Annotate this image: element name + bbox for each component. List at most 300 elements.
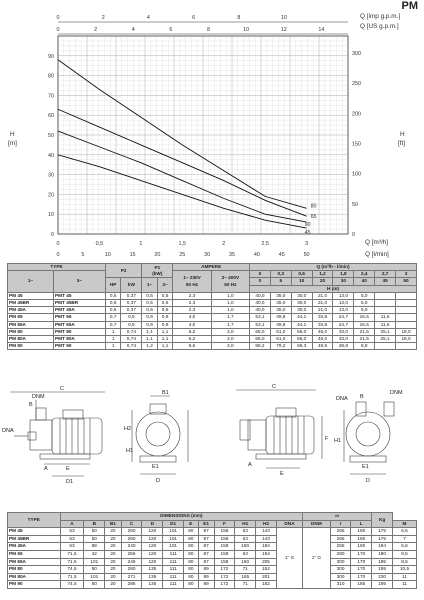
perf-value-cell: 13,0 — [333, 292, 354, 299]
perf-model-cell: PMT 80A — [54, 336, 106, 343]
dims-col-header: E — [184, 520, 199, 528]
x-tick-lpm: 50 — [303, 252, 310, 258]
perf-model-cell: PM 45BR — [8, 300, 54, 307]
dims-value-cell: 101 — [84, 573, 105, 581]
brand-label: PM — [401, 0, 418, 12]
perf-value-cell: 8,8 — [354, 343, 375, 350]
drawing-side-view-a — [236, 390, 322, 468]
dim-label-e-1: E — [66, 466, 70, 472]
dims-value-cell: 7 — [393, 535, 417, 543]
dims-dim-header: DIMENSIONS (mm) — [60, 513, 303, 521]
dimension-drawings — [0, 380, 424, 510]
perf-value-cell: 13,0 — [333, 307, 354, 314]
x-tick-lpm: 5 — [81, 252, 85, 258]
dims-value-cell: 80 — [184, 528, 199, 536]
dims-value-cell: 111 — [163, 550, 184, 558]
dims-value-cell: 230 — [372, 573, 393, 581]
dims-value-cell: 71,5 — [60, 558, 84, 566]
perf-value-cell: 21,5 — [354, 328, 375, 335]
dims-value-cell: 172 — [214, 566, 235, 574]
dims-value-cell: 205 — [256, 558, 277, 566]
perf-value-cell: 1 — [105, 343, 121, 350]
perf-value-cell: 53,1 — [250, 321, 271, 328]
perf-value-cell: 56,0 — [291, 328, 312, 335]
perf-model-cell: PM 45A — [8, 307, 54, 314]
perf-value-cell: 2,0 — [211, 336, 249, 343]
perf-value-cell: 11,6 — [375, 321, 396, 328]
x-tick-imp: 10 — [281, 15, 288, 21]
y-tick-ft: 150 — [352, 141, 361, 148]
perf-value-cell: 48,8 — [270, 314, 291, 321]
dims-col-header: H1 — [235, 520, 256, 528]
x-tick-lpm: 45 — [278, 252, 285, 258]
perf-value-cell — [396, 321, 417, 328]
dim-label-dna-1: DNA — [2, 428, 14, 434]
perf-row — [8, 314, 417, 321]
dims-value-cell: 152 — [256, 566, 277, 574]
x-tick-lpm: 20 — [154, 252, 161, 258]
perf-value-cell: 28,8 — [333, 343, 354, 350]
x-tick-imp: 4 — [146, 15, 150, 21]
perf-value-cell: 18,0 — [396, 328, 417, 335]
dim-label-d-4: D — [366, 478, 370, 484]
dims-value-cell: 271 — [121, 573, 142, 581]
dims-value-cell: 154 — [256, 550, 277, 558]
perf-value-cell: 45,0 — [312, 328, 333, 335]
dims-value-cell: 172 — [214, 581, 235, 589]
dims-value-cell: 143 — [256, 535, 277, 543]
perf-amp1-header: 1~ 230V 50 Hz — [173, 271, 211, 293]
perf-model-cell: PMT 65 — [54, 314, 106, 321]
y-tick-m: 0 — [51, 232, 54, 238]
x-tick-lpm: 40 — [253, 252, 260, 258]
dims-col-header: H2 — [256, 520, 277, 528]
dims-model-cell: PM 90 — [8, 581, 61, 589]
perf-value-cell: 4,0 — [173, 321, 211, 328]
perf-q-header: Q (m³/h - l/min) — [250, 264, 417, 271]
dims-value-cell: 265 — [330, 528, 351, 536]
dims-value-cell: 6,5 — [393, 528, 417, 536]
perf-value-cell: 56,0 — [291, 336, 312, 343]
dims-value-cell: 20 — [105, 535, 121, 543]
perf-model-cell: PMT 45A — [54, 307, 106, 314]
perf-value-cell: 1,2 — [142, 343, 158, 350]
perf-value-cell: 2,3 — [173, 307, 211, 314]
perf-row — [8, 343, 417, 350]
dims-value-cell: 101 — [163, 535, 184, 543]
perf-value-cell: 40,0 — [250, 292, 271, 299]
perf-value-cell: 2,3 — [173, 300, 211, 307]
y-tick-ft: 50 — [352, 201, 358, 208]
dims-col-header: F — [214, 520, 235, 528]
perf-value-cell: 5,0 — [354, 292, 375, 299]
perf-row — [8, 292, 417, 299]
perf-row — [8, 307, 417, 314]
dim-label-a-3: A — [248, 462, 252, 468]
pump-curve-chart — [0, 6, 424, 260]
dims-col-header: D — [142, 520, 163, 528]
perf-row — [8, 321, 417, 328]
dims-value-cell: 184 — [372, 543, 393, 551]
y-right-label-h: H — [400, 131, 405, 138]
dims-value-cell: 195 — [372, 581, 393, 589]
perf-model-cell: PMT 45 — [54, 292, 106, 299]
dim-label-e-3: E — [280, 471, 284, 477]
perf-value-cell: 1,0 — [211, 307, 249, 314]
dims-value-cell: 50 — [84, 566, 105, 574]
dims-value-cell: 63 — [235, 528, 256, 536]
perf-model-cell: PMT 45BR — [54, 300, 106, 307]
dims-value-cell: 143 — [256, 528, 277, 536]
dims-value-cell: 80 — [184, 535, 199, 543]
x-tick-us: 10 — [243, 27, 250, 33]
perf-value-cell: 53,1 — [250, 314, 271, 321]
perf-value-cell — [396, 292, 417, 299]
dims-value-cell: 20 — [105, 550, 121, 558]
perf-value-cell: 2,0 — [211, 328, 249, 335]
dims-value-cell: 80 — [184, 558, 199, 566]
perf-value-cell: 35,0 — [270, 307, 291, 314]
perf-value-cell: 40,0 — [250, 300, 271, 307]
y-tick-m: 10 — [48, 212, 54, 219]
top-imp-label: Q [imp g.p.m.] — [360, 13, 401, 20]
perf-value-cell: 1,1 — [157, 343, 173, 350]
perf-value-cell: 0,5 — [142, 307, 158, 314]
dims-value-cell: 71 — [235, 566, 256, 574]
dims-model-cell: PM 45 — [8, 528, 61, 536]
perf-value-cell: 0,5 — [157, 292, 173, 299]
y-tick-m: 60 — [48, 113, 54, 120]
dims-value-cell: 87 — [198, 558, 214, 566]
dims-value-cell: 74,5 — [60, 581, 84, 589]
dims-value-cell: 101 — [84, 558, 105, 566]
dim-label-h2-2: H2 — [124, 426, 132, 432]
perf-value-cell — [375, 292, 396, 299]
perf-value-cell: 65,0 — [250, 328, 271, 335]
dims-value-cell: 101 — [163, 543, 184, 551]
dims-value-cell: 240 — [121, 543, 142, 551]
dims-value-cell: 135 — [142, 573, 163, 581]
x-tick-m3h: 2 — [222, 241, 226, 247]
dims-value-cell: 74,5 — [60, 566, 84, 574]
dims-value-cell: 71 — [235, 581, 256, 589]
dims-col-header: DNM — [303, 520, 331, 528]
perf-value-cell: 0,7 — [105, 321, 121, 328]
dims-value-cell: 101 — [163, 528, 184, 536]
perf-value-cell: 1,7 — [211, 314, 249, 321]
perf-model-cell: PM 65A — [8, 321, 54, 328]
perf-value-cell: 1 — [105, 336, 121, 343]
dims-value-cell: 201 — [256, 573, 277, 581]
perf-value-cell: 0,74 — [121, 336, 142, 343]
perf-value-cell: 79,2 — [270, 343, 291, 350]
dims-model-cell: PM 45BR — [8, 535, 61, 543]
dims-value-cell: 80 — [184, 550, 199, 558]
dim-label-d-2: D — [156, 478, 160, 484]
perf-value-cell: 1,1 — [142, 328, 158, 335]
perf-row — [8, 336, 417, 343]
dims-row — [8, 581, 417, 589]
perf-model-cell: PM 80A — [8, 336, 54, 343]
perf-value-cell: 15,5 — [354, 314, 375, 321]
perf-value-cell: 2,3 — [173, 292, 211, 299]
dims-row — [8, 573, 417, 581]
dims-value-cell: 260 — [121, 535, 142, 543]
perf-value-cell: 0,5 — [142, 292, 158, 299]
perf-value-cell: 15,5 — [354, 321, 375, 328]
perf-model-cell: PMT 80 — [54, 328, 106, 335]
perf-value-cell — [375, 300, 396, 307]
dims-value-cell: 20 — [105, 566, 121, 574]
dims-value-cell: 20 — [105, 543, 121, 551]
x-tick-us: 8 — [207, 27, 211, 33]
perf-1ph-header: 1~ — [8, 271, 54, 293]
dims-value-cell: 11 — [393, 573, 417, 581]
dims-value-cell: 20 — [105, 581, 121, 589]
dims-value-cell: 120 — [142, 543, 163, 551]
dims-value-cell: 260 — [121, 528, 142, 536]
dims-value-cell: 6,6 — [393, 543, 417, 551]
x-tick-lpm: 10 — [104, 252, 111, 258]
y-tick-m: 70 — [48, 93, 54, 100]
dims-value-cell: 165 — [235, 573, 256, 581]
perf-value-cell: 0,9 — [157, 321, 173, 328]
dim-label-d1-1: D1 — [66, 479, 74, 485]
dims-value-cell: 10,5 — [393, 566, 417, 574]
dims-model-cell: PM 65A — [8, 558, 61, 566]
dims-value-cell: 20 — [105, 558, 121, 566]
dims-value-cell: 172 — [214, 573, 235, 581]
dim-label-b-4: B — [360, 394, 364, 400]
x-tick-us: 0 — [56, 27, 60, 33]
perf-value-cell: 2,0 — [211, 343, 249, 350]
dims-value-cell: 50 — [84, 528, 105, 536]
dims-value-cell: 195 — [372, 558, 393, 566]
dims-value-cell: 87 — [198, 535, 214, 543]
x-tick-m3h: 0 — [56, 241, 60, 247]
perf-value-cell: 88,2 — [250, 343, 271, 350]
dim-label-h1-4: H1 — [334, 438, 342, 444]
dims-value-cell: 180 — [372, 550, 393, 558]
dims-value-cell: 71,5 — [60, 550, 84, 558]
perf-value-cell: 5,2 — [173, 336, 211, 343]
dims-value-cell: 286 — [121, 581, 142, 589]
perf-value-cell: 61,0 — [270, 336, 291, 343]
dims-value-cell: 80 — [184, 581, 199, 589]
perf-value-cell: 24,7 — [333, 321, 354, 328]
dims-col-header: D1 — [163, 520, 184, 528]
perf-value-cell: 0,5 — [105, 300, 121, 307]
dims-value-cell: 256 — [121, 550, 142, 558]
dims-value-cell: 300 — [330, 573, 351, 581]
perf-model-cell: PM 80 — [8, 328, 54, 335]
perf-value-cell: 25,1 — [375, 328, 396, 335]
dims-value-cell: 150 — [351, 543, 372, 551]
dims-value-cell: 255 — [330, 543, 351, 551]
y-tick-ft: 100 — [352, 171, 361, 178]
dims-value-cell: 89 — [198, 566, 214, 574]
dims-value-cell: 184 — [256, 543, 277, 551]
y-left-label-h: H — [10, 131, 15, 138]
perf-value-cell: 5,6 — [173, 343, 211, 350]
package-icon: ▭ — [334, 513, 340, 518]
x-tick-m3h: 1,5 — [178, 241, 187, 247]
dims-value-cell: 63 — [60, 528, 84, 536]
dims-value-cell: 265 — [330, 535, 351, 543]
series-label-45: 45 — [304, 230, 311, 237]
dims-value-cell: 80 — [184, 566, 199, 574]
x-tick-us: 14 — [318, 27, 325, 33]
dims-col-header: M — [393, 520, 417, 528]
dim-label-dnm-4: DNM — [390, 390, 403, 396]
dims-value-cell: 89 — [198, 573, 214, 581]
y-tick-m: 20 — [48, 192, 54, 199]
x-tick-m3h: 2,5 — [261, 241, 269, 247]
dims-row — [8, 566, 417, 574]
dims-value-cell: 120 — [142, 528, 163, 536]
x-tick-lpm: 30 — [204, 252, 211, 258]
perf-value-cell: 13,0 — [333, 300, 354, 307]
perf-value-cell: 21,0 — [312, 292, 333, 299]
dims-col-header: DNA — [276, 520, 302, 528]
dims-row — [8, 535, 417, 543]
dims-value-cell: 158 — [214, 550, 235, 558]
perf-value-cell: 0,9 — [142, 321, 158, 328]
perf-value-cell: 0,5 — [142, 300, 158, 307]
perf-value-cell: 30,0 — [291, 300, 312, 307]
dims-value-cell: 63 — [235, 550, 256, 558]
y-tick-m: 40 — [48, 152, 54, 159]
dims-model-cell: PM 65 — [8, 550, 61, 558]
perf-h-header: H (m) — [250, 285, 417, 292]
dims-value-cell: 135 — [142, 581, 163, 589]
dim-label-f-3: F — [325, 436, 329, 442]
perf-value-cell: 48,8 — [270, 321, 291, 328]
y-tick-m: 80 — [48, 73, 54, 80]
y-tick-ft: 300 — [352, 50, 361, 57]
x-tick-lpm: 15 — [129, 252, 136, 258]
performance-table: TYPE P2 P1 (kW) AMPERE Q (m³/h - l/min) 1~ 3~ 1~ 230V 50 Hz 3~ 400V 50 Hz 0 0,3 0,6 1,2 1,8 2,4 2,7 3 HP kW 1~ 3~ 0 5 10 20 30 40 45 50 H (m) PM 45 PMT 45 0,5 0,37 0,5 0,5 2,3 1,0 40,0 35,0 30,0 21,0 13,0 5,0 PM 45BR PMT 45BR 0,5 0,37 0,5 0,5 2,3 1,0 40,0 35,0 30,0 21,0 13,0 5,0 PM 45A PMT 45A 0,5 0,37 0,5 0,5 2,3 1,0 40,0 35,0 30,0 21,0 13,0 5,0 PM 65 PMT 65 0,7 0,5 0,9 0,9 4,0 1,7 53,1 48,8 44,1 33,8 24,7 15,5 11,6 PM 65A PMT 65A 0,7 0,5 0,9 0,9 4,0 1,7 53,1 48,8 44,1 33,8 24,7 15,5 11,6 PM 80 PMT 80 1 0,74 1,1 1,1 5,2 2,0 65,0 61,0 56,0 45,0 33,0 21,5 25,1 18,0 PM 80A PMT 80A 1 0,74 1,1 1,1 5,2 2,0 65,0 61,0 56,0 45,0 33,0 21,5 25,1 18,0 PM 90 PMT 90 1 0,74 1,2 1,1 5,6 2,0 88,2 79,2 69,3 49,5 28,8 8,8 — [7, 263, 417, 350]
dims-col-header: I — [330, 520, 351, 528]
dims-row — [8, 558, 417, 566]
dims-value-cell: 20 — [105, 573, 121, 581]
dims-value-cell: 195 — [372, 566, 393, 574]
dims-row — [8, 550, 417, 558]
dims-kg-header: Kg — [372, 513, 393, 528]
perf-value-cell: 0,5 — [121, 321, 142, 328]
perf-3ph-header: 3~ — [54, 271, 106, 293]
dims-value-cell: 8,5 — [393, 558, 417, 566]
drawing-front-view-a — [344, 402, 394, 474]
dims-col-header: B — [84, 520, 105, 528]
perf-value-cell: 0,5 — [105, 307, 121, 314]
dims-value-cell: 300 — [330, 558, 351, 566]
x-tick-us: 12 — [280, 27, 287, 33]
y-tick-ft: 250 — [352, 81, 361, 88]
dims-value-cell: 170 — [351, 573, 372, 581]
x-tick-lpm: 0 — [56, 252, 60, 258]
perf-value-cell: 1,1 — [157, 336, 173, 343]
perf-value-cell: 0,5 — [157, 307, 173, 314]
drawing-front-view — [132, 396, 188, 474]
dim-label-dnm-1: DNM — [32, 394, 45, 400]
dims-model-cell: PM 45A — [8, 543, 61, 551]
dims-value-cell: 170 — [351, 566, 372, 574]
perf-value-cell: 18,0 — [396, 336, 417, 343]
x-tick-imp: 0 — [56, 15, 60, 21]
perf-value-cell: 1,0 — [211, 292, 249, 299]
x-tick-us: 2 — [94, 27, 98, 33]
perf-value-cell: 1,1 — [157, 328, 173, 335]
dims-value-cell: 50 — [84, 581, 105, 589]
dims-col-header: A — [60, 520, 84, 528]
perf-value-cell: 0,37 — [121, 307, 142, 314]
perf-model-cell: PM 45 — [8, 292, 54, 299]
dims-value-cell: 87 — [198, 550, 214, 558]
dims-value-cell: 152 — [256, 581, 277, 589]
x-tick-imp: 6 — [192, 15, 196, 21]
dims-value-cell: 120 — [142, 558, 163, 566]
y-tick-m: 90 — [48, 53, 54, 60]
perf-value-cell: 0,5 — [157, 300, 173, 307]
dim-label-b-1: B — [29, 402, 33, 408]
dim-label-e1-2: E1 — [152, 464, 159, 470]
series-label-90: 90 — [304, 222, 311, 229]
perf-value-cell: 5,2 — [173, 328, 211, 335]
dims-value-cell: 158 — [214, 558, 235, 566]
perf-value-cell — [375, 307, 396, 314]
dims-value-cell: 150 — [235, 558, 256, 566]
perf-value-cell: 45,0 — [312, 336, 333, 343]
perf-value-cell: 0,9 — [142, 314, 158, 321]
dims-value-cell: 71,5 — [60, 573, 84, 581]
dims-value-cell: 50 — [84, 535, 105, 543]
dims-value-cell: 63 — [60, 535, 84, 543]
perf-value-cell: 24,7 — [333, 314, 354, 321]
perf-amp3-header: 3~ 400V 50 Hz — [211, 271, 249, 293]
y-right-label-unit: [ft] — [398, 140, 406, 147]
dims-value-cell: 150 — [351, 535, 372, 543]
perf-value-cell: 49,5 — [312, 343, 333, 350]
dims-value-cell: 175 — [372, 528, 393, 536]
perf-p1-header: P1 (kW) — [142, 264, 173, 278]
x-tick-m3h: 1 — [139, 241, 143, 247]
perf-value-cell: 35,0 — [270, 292, 291, 299]
y-tick-m: 50 — [48, 133, 54, 139]
x-tick-lpm: 25 — [179, 252, 186, 258]
dim-label-h1-2: H1 — [126, 448, 134, 454]
perf-value-cell: 1 — [105, 328, 121, 335]
dims-value-cell: 111 — [163, 558, 184, 566]
dims-value-cell: 111 — [163, 573, 184, 581]
dims-col-header: B1 — [105, 520, 121, 528]
perf-value-cell: 21,0 — [312, 300, 333, 307]
dims-dnm-cell: 1" G — [303, 528, 331, 589]
perf-value-cell — [396, 314, 417, 321]
dims-model-cell: PM 80A — [8, 573, 61, 581]
perf-row — [8, 328, 417, 335]
dims-value-cell: 310 — [330, 581, 351, 589]
perf-value-cell: 0,37 — [121, 292, 142, 299]
perf-value-cell: 65,0 — [250, 336, 271, 343]
dims-type-header: TYPE — [8, 513, 61, 528]
dims-value-cell: 170 — [351, 550, 372, 558]
perf-value-cell: 0,9 — [157, 314, 173, 321]
chart-grid — [58, 36, 348, 237]
perf-value-cell: 61,0 — [270, 328, 291, 335]
dims-value-cell: 42 — [84, 550, 105, 558]
perf-value-cell: 21,5 — [354, 336, 375, 343]
